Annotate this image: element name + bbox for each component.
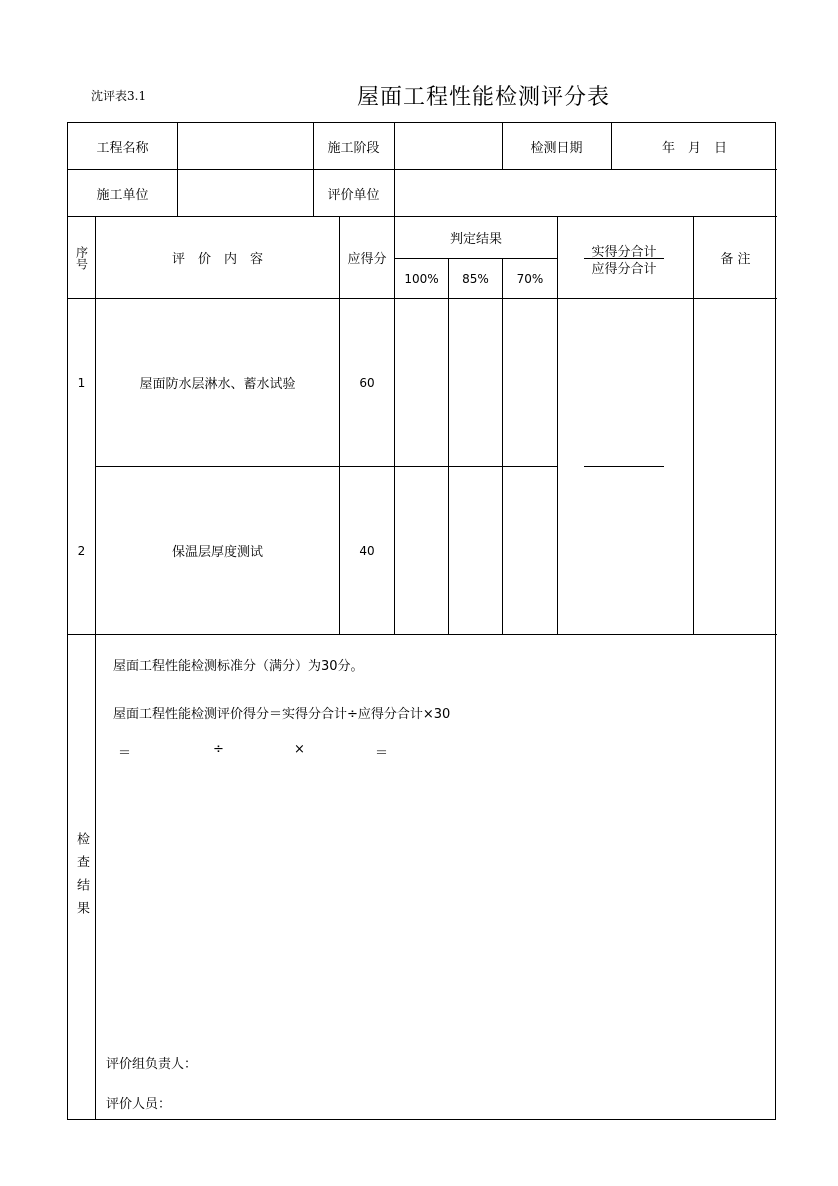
builder-label: 施工单位: [96, 187, 149, 203]
col-score-header: 应得分: [347, 252, 387, 267]
row2-content: 保温层厚度测试: [171, 545, 263, 560]
result-label-cell: [68, 635, 95, 1121]
builder-field[interactable]: [178, 170, 313, 216]
row2-no: 2: [77, 543, 86, 558]
stage-label: 施工阶段: [327, 140, 380, 156]
formula-equals-2: ＝: [375, 746, 389, 761]
row1-85-cell[interactable]: [449, 299, 502, 466]
col-remark-header: 备 注: [720, 252, 751, 267]
col-70-header: 70%: [516, 271, 544, 286]
col-result-header: 判定结果: [449, 232, 502, 247]
evaluator-label: 评价单位: [327, 187, 380, 203]
row2-score: 40: [359, 543, 375, 558]
project-name-field[interactable]: [178, 123, 313, 169]
result-label: 检查结果: [74, 832, 89, 924]
leader-label: 评价组负责人：: [106, 1057, 198, 1072]
formula-equals: ＝: [118, 746, 132, 761]
col-85-header: 85%: [462, 271, 489, 286]
date-label: 检测日期: [530, 140, 583, 156]
col-content-header: 评 价 内 容: [171, 252, 263, 267]
ratio-numerator: 实得分合计: [591, 245, 657, 260]
row2-70-cell[interactable]: [503, 467, 557, 634]
remark-cell[interactable]: [694, 299, 777, 634]
staff-label: 评价人员：: [106, 1097, 172, 1112]
project-name-label: 工程名称: [96, 140, 149, 156]
result-line-standard: 屋面工程性能检测标准分（满分）为30分。: [113, 659, 364, 674]
row-divider: [68, 634, 777, 635]
row1-content: 屋面防水层淋水、蓄水试验: [139, 377, 296, 392]
ratio-denominator: 应得分合计: [591, 262, 657, 277]
evaluator-field[interactable]: [395, 170, 777, 216]
row1-score: 60: [359, 375, 375, 390]
date-field[interactable]: 年 月 日: [661, 140, 727, 156]
form-code: 沈评表3.1: [91, 89, 147, 103]
col-100-header: 100%: [404, 271, 439, 286]
ratio-total-cell[interactable]: [558, 299, 693, 634]
row1-100-cell[interactable]: [395, 299, 448, 466]
formula-divide: ÷: [213, 742, 224, 757]
form-title: 屋面工程性能检测评分表: [357, 85, 611, 110]
stage-field[interactable]: [395, 123, 502, 169]
col-no-header: [68, 217, 95, 298]
row2-85-cell[interactable]: [449, 467, 502, 634]
row2-100-cell[interactable]: [395, 467, 448, 634]
result-line-formula: 屋面工程性能检测评价得分＝实得分合计÷应得分合计×30: [113, 707, 451, 722]
formula-multiply: ×: [294, 742, 305, 757]
row1-70-cell[interactable]: [503, 299, 557, 466]
col-no-text: 序号: [74, 245, 89, 270]
row1-no: 1: [77, 375, 86, 390]
form-frame: [67, 122, 776, 1120]
